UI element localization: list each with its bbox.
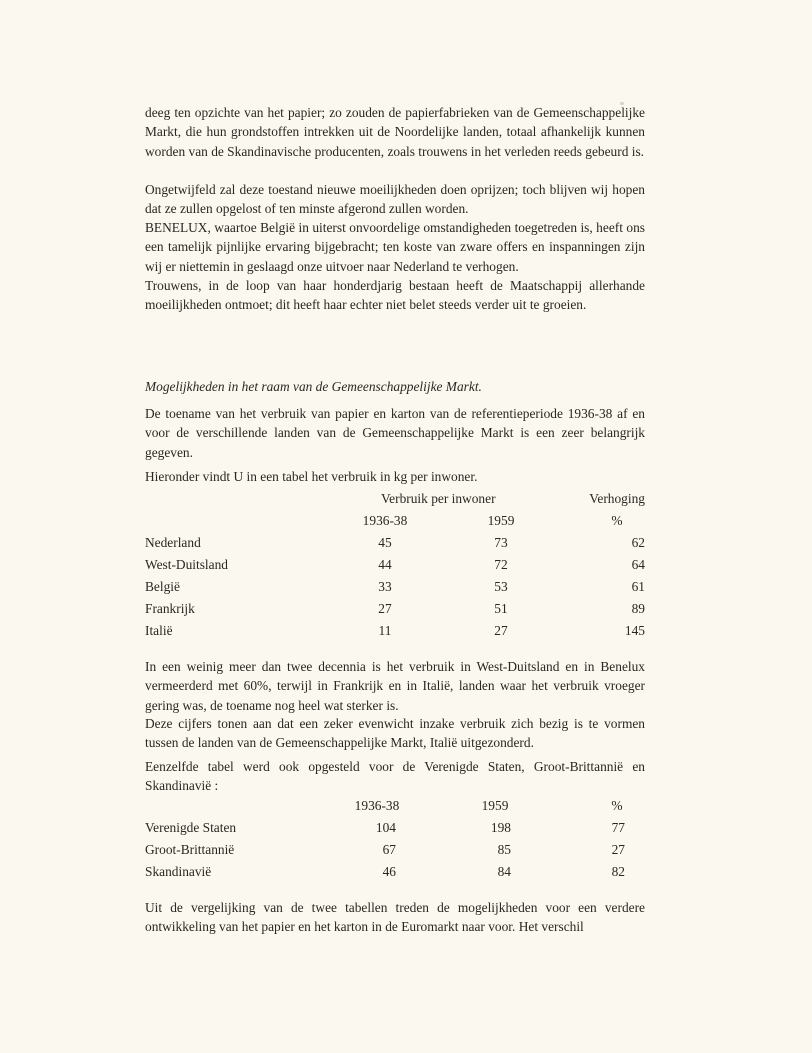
table-cell-1959: 72 [494, 557, 508, 572]
table-row-label: West-Duitsland [145, 557, 228, 572]
paragraph-second-table-intro: Eenzelfde tabel werd ook opgesteld voor de Verenigde Staten, Groot-Brittannië en Skandinavië : [145, 759, 645, 794]
table-cell-1936: 104 [375, 820, 396, 835]
table2-col-percent: % [611, 798, 623, 813]
paragraph-consumption-increase: De toename van het verbruik van papier en karton van de referentieperiode 1936-38 af en voor de verschillende landen van de Gemeenschappelijke Markt is een zeer belangrijk gegeven. [145, 406, 645, 460]
paragraph-new-difficulties: Ongetwijfeld zal deze toestand nieuwe moeilijkheden doen oprijzen; toch blijven wij hopen dat ze zullen opgelost of ten minste afgerond zullen worden. [145, 182, 645, 217]
table-cell-1959: 198 [490, 820, 511, 835]
paragraph-closing: Uit de vergelijking van de twee tabellen treden de mogelijkheden voor een verdere ontwikkeling van het papier en het karton in de Euromarkt naar voor. Het verschil [145, 900, 645, 935]
table-cell-1959: 73 [494, 535, 508, 550]
table-row-label: België [145, 579, 180, 594]
paragraph-paper-dependence: deeg ten opzichte van het papier; zo zouden de papierfabrieken van de Gemeenschappelijke Markt, die hun grondstoffen intrekken uit de Noordelijke landen, totaal afhankelijk kunnen worden van de Skandinavische producenten, zoals trouwens in het verleden reeds gebeurd is. [145, 105, 645, 159]
table-cell-percent: 82 [611, 864, 625, 879]
table1-header-group: Verbruik per inwoner [381, 491, 496, 506]
table-cell-percent: 77 [611, 820, 625, 835]
table-cell-1959: 84 [497, 864, 511, 879]
table-cell-1936: 44 [378, 557, 392, 572]
table-cell-1936: 27 [378, 601, 392, 616]
table-cell-1959: 53 [494, 579, 508, 594]
table-cell-1936: 45 [378, 535, 392, 550]
table1-header-increase: Verhoging [589, 491, 645, 506]
table-cell-1959: 85 [497, 842, 511, 857]
table-cell-percent: 64 [631, 557, 645, 572]
table-row-label: Groot-Brittannië [145, 842, 235, 857]
table-cell-1936: 67 [382, 842, 396, 857]
paragraph-benelux: BENELUX, waartoe België in uiterst onvoordelige omstandigheden toegetreden is, heeft ons een tamelijk pijnlijke ervaring bijgebracht; ten koste van zware offers en inspanningen zijn wij er niettemin in geslaagd onze uitvoer naar Nederland te verhogen. [145, 220, 645, 274]
table-cell-percent: 62 [631, 535, 645, 550]
table-cell-1936: 46 [382, 864, 396, 879]
paragraph-equilibrium: Deze cijfers tonen aan dat een zeker evenwicht inzake verbruik zich bezig is te vormen tussen de landen van de Gemeenschappelijke Markt, Italië uitgezonderd. [145, 716, 645, 751]
table-cell-1936: 33 [378, 579, 392, 594]
table-cell-1936: 11 [378, 623, 392, 638]
table2-col-1936: 1936-38 [354, 798, 400, 813]
section-heading: Mogelijkheden in het raam van de Gemeenschappelijke Markt. [145, 379, 482, 394]
table-row-label: Nederland [145, 535, 201, 550]
table1-col-percent: % [611, 513, 623, 528]
table-cell-percent: 61 [631, 579, 645, 594]
table-row-label: Verenigde Staten [145, 820, 237, 835]
table-row-label: Italië [145, 623, 173, 638]
table-cell-1959: 51 [494, 601, 508, 616]
table-row-label: Frankrijk [145, 601, 195, 616]
paragraph-centenary: Trouwens, in de loop van haar honderdjarig bestaan heeft de Maatschappij allerhande moeilijkheden ontmoet; dit heeft haar echter niet belet steeds verder uit te groeien. [145, 278, 645, 313]
table-cell-percent: 89 [631, 601, 645, 616]
table-cell-percent: 145 [624, 623, 645, 638]
table1-col-1959: 1959 [487, 513, 515, 528]
table2-col-1959: 1959 [481, 798, 509, 813]
table1-col-1936: 1936-38 [362, 513, 408, 528]
table-cell-1959: 27 [494, 623, 508, 638]
table-row-label: Skandinavië [145, 864, 212, 879]
paragraph-table-intro: Hieronder vindt U in een tabel het verbruik in kg per inwoner. [145, 469, 478, 484]
paragraph-growth-comparison: In een weinig meer dan twee decennia is het verbruik in West-Duitsland en in Benelux vermeerderd met 60%, terwijl in Frankrijk en in Italië, landen waar het verbruik vroeger gering was, de toename nog heel wat sterker is. [145, 659, 645, 713]
table-cell-percent: 27 [611, 842, 625, 857]
